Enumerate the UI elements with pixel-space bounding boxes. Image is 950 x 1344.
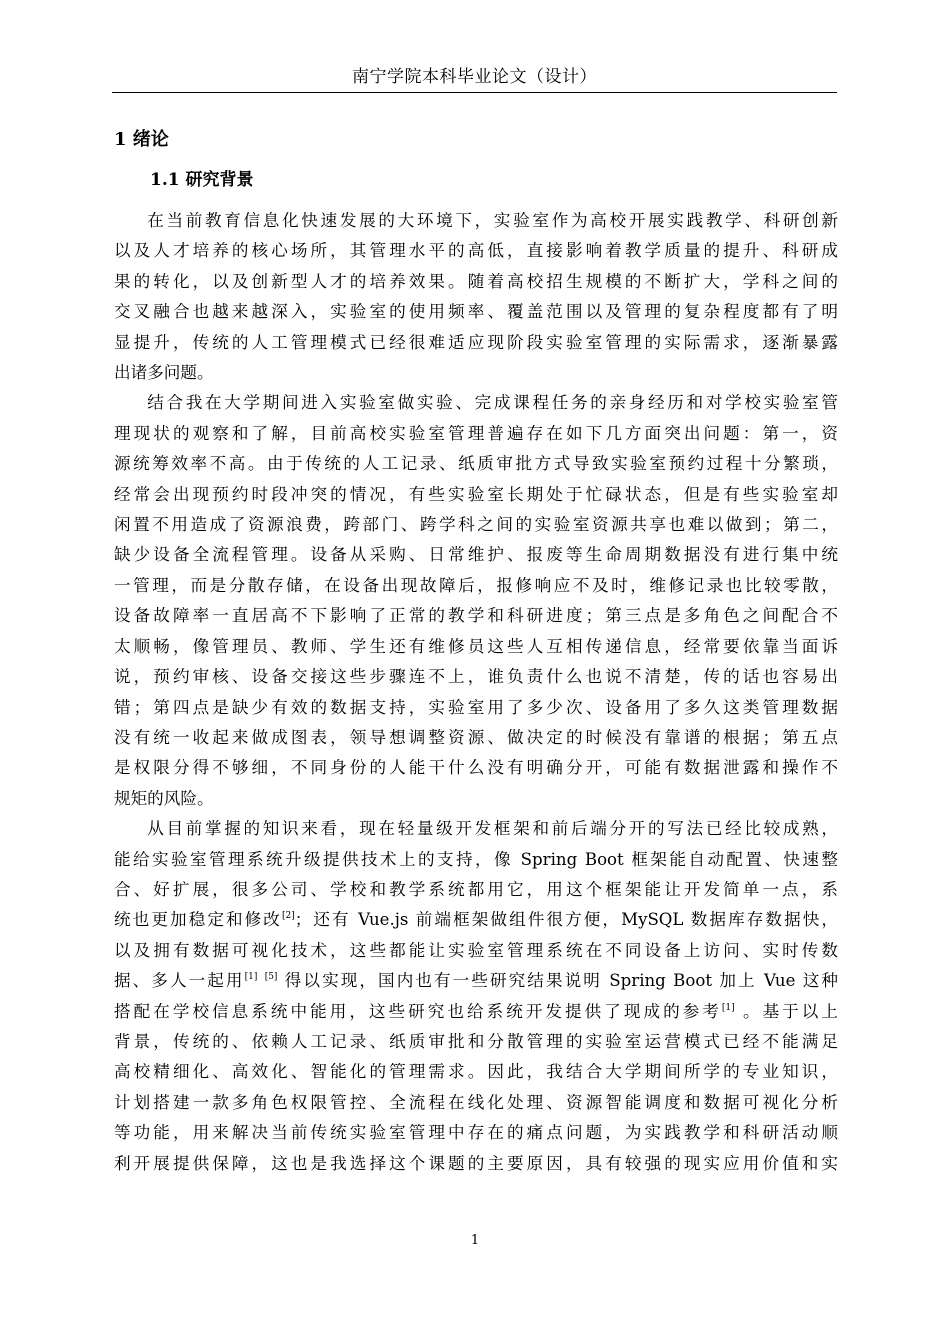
text-line: 说，预约审核、设备交接这些步骤连不上，谁负责什么也说不清楚，传的话也容易出: [114, 667, 838, 687]
text-line: 计划搭建一款多角色权限管控、全流程在线化处理、资源智能调度和数据可视化分析: [114, 1092, 838, 1112]
page-header: [112, 64, 837, 93]
text-line: 是权限分得不够细，不同身份的人能干什么没有明确分开，可能有数据泄露和操作不: [114, 758, 838, 778]
page-number: 1: [470, 1233, 480, 1248]
text-line: 从目前掌握的知识来看，现在轻量级开发框架和前后端分开的写法已经比较成熟，: [147, 819, 838, 839]
body-text: [114, 206, 838, 1179]
text-line: 没有统一收起来做成图表，领导想调整资源、做决定的时候没有靠谱的根据；第五点: [114, 727, 838, 747]
text-line: 缺少设备全流程管理。设备从采购、日常维护、报废等生命周期数据没有进行集中统: [114, 545, 838, 565]
text-line: 合、好扩展，很多公司、学校和教学系统都用它，用这个框架能让开发简单一点，系: [114, 879, 838, 899]
text-line: 太顺畅，像管理员、教师、学生还有维修员这些人互相传递信息，经常要依靠当面诉: [114, 636, 838, 656]
text-line: 交叉融合也越来越深入，实验室的使用频率、覆盖范围以及管理的复杂程度都有了明: [114, 302, 838, 322]
text-line: 设备故障率一直居高不下影响了正常的教学和科研进度；第三点是多角色之间配合不: [114, 606, 838, 626]
text-line: 搭配在学校信息系统中能用，这些研究也给系统开发提供了现成的参考[1] 。基于以上: [114, 1001, 838, 1021]
text-line: 背景，传统的、依赖人工记录、纸质审批和分散管理的实验室运营模式已经不能满足: [114, 1031, 838, 1051]
text-line: 理现状的观察和了解，目前高校实验室管理普遍存在如下几方面突出问题：第一，资: [114, 423, 838, 443]
paragraph-3: [114, 814, 838, 1179]
text-line: 以及人才培养的核心场所，其管理水平的高低，直接影响着教学质量的提升、科研成: [114, 241, 838, 261]
citation-marker: [1]: [721, 1002, 735, 1013]
chapter-heading: 1 绪论: [114, 129, 169, 150]
text-line: 据、多人一起用[1] [5] 得以实现，国内也有一些研究结果说明 Spring Boot 加上 Vue 这种: [114, 971, 838, 991]
text-line: 利开展提供保障，这也是我选择这个课题的主要原因，具有较强的现实应用价值和实: [114, 1153, 838, 1173]
text-line: 等功能，用来解决当前传统实验室管理中存在的痛点问题，为实践教学和科研活动顺: [114, 1123, 838, 1143]
text-line: 结合我在大学期间进入实验室做实验、完成课程任务的亲身经历和对学校实验室管: [147, 393, 838, 413]
text-line: 高校精细化、高效化、智能化的管理需求。因此，我结合大学期间所学的专业知识，: [114, 1062, 838, 1082]
text-line: 一管理，而是分散存储，在设备出现故障后，报修响应不及时，维修记录也比较零散，: [114, 575, 838, 595]
section-heading: 1.1 研究背景: [150, 170, 254, 190]
citation-marker: [5]: [264, 972, 278, 983]
text-line: 出诸多问题。: [114, 363, 214, 383]
paragraph-2: [114, 388, 838, 814]
text-line: 源统筹效率不高。由于传统的人工记录、纸质审批方式导致实验室预约过程十分繁琐，: [114, 454, 838, 474]
text-line: 果的转化，以及创新型人才的培养效果。随着高校招生规模的不断扩大，学科之间的: [114, 271, 838, 291]
citation-marker: [2]: [281, 911, 295, 922]
text-line: 闲置不用造成了资源浪费，跨部门、跨学科之间的实验室资源共享也难以做到；第二，: [114, 515, 838, 535]
citation-marker: [1]: [244, 972, 258, 983]
text-line: 在当前教育信息化快速发展的大环境下，实验室作为高校开展实践教学、科研创新: [147, 211, 838, 230]
text-line: 显提升，传统的人工管理模式已经很难适应现阶段实验室管理的实际需求，逐渐暴露: [114, 332, 838, 352]
text-line: 经常会出现预约时段冲突的情况，有些实验室长期处于忙碌状态，但是有些实验室却: [114, 484, 838, 504]
text-line: 统也更加稳定和修改[2]；还有 Vue.js 前端框架做组件很方便，MySQL 数据库存数据快，: [114, 910, 839, 930]
header-title: 南宁学院本科毕业论文（设计）: [352, 67, 597, 87]
text-line: 错；第四点是缺少有效的数据支持，实验室用了多少次、设备用了多久这类管理数据: [114, 697, 838, 717]
text-line: 以及拥有数据可视化技术，这些都能让实验室管理系统在不同设备上访问、实时传数: [114, 940, 838, 960]
paragraph-1: [114, 206, 838, 388]
text-line: 规矩的风险。: [114, 788, 214, 808]
text-line: 能给实验室管理系统升级提供技术上的支持，像 Spring Boot 框架能自动配置、快速整: [114, 849, 838, 869]
